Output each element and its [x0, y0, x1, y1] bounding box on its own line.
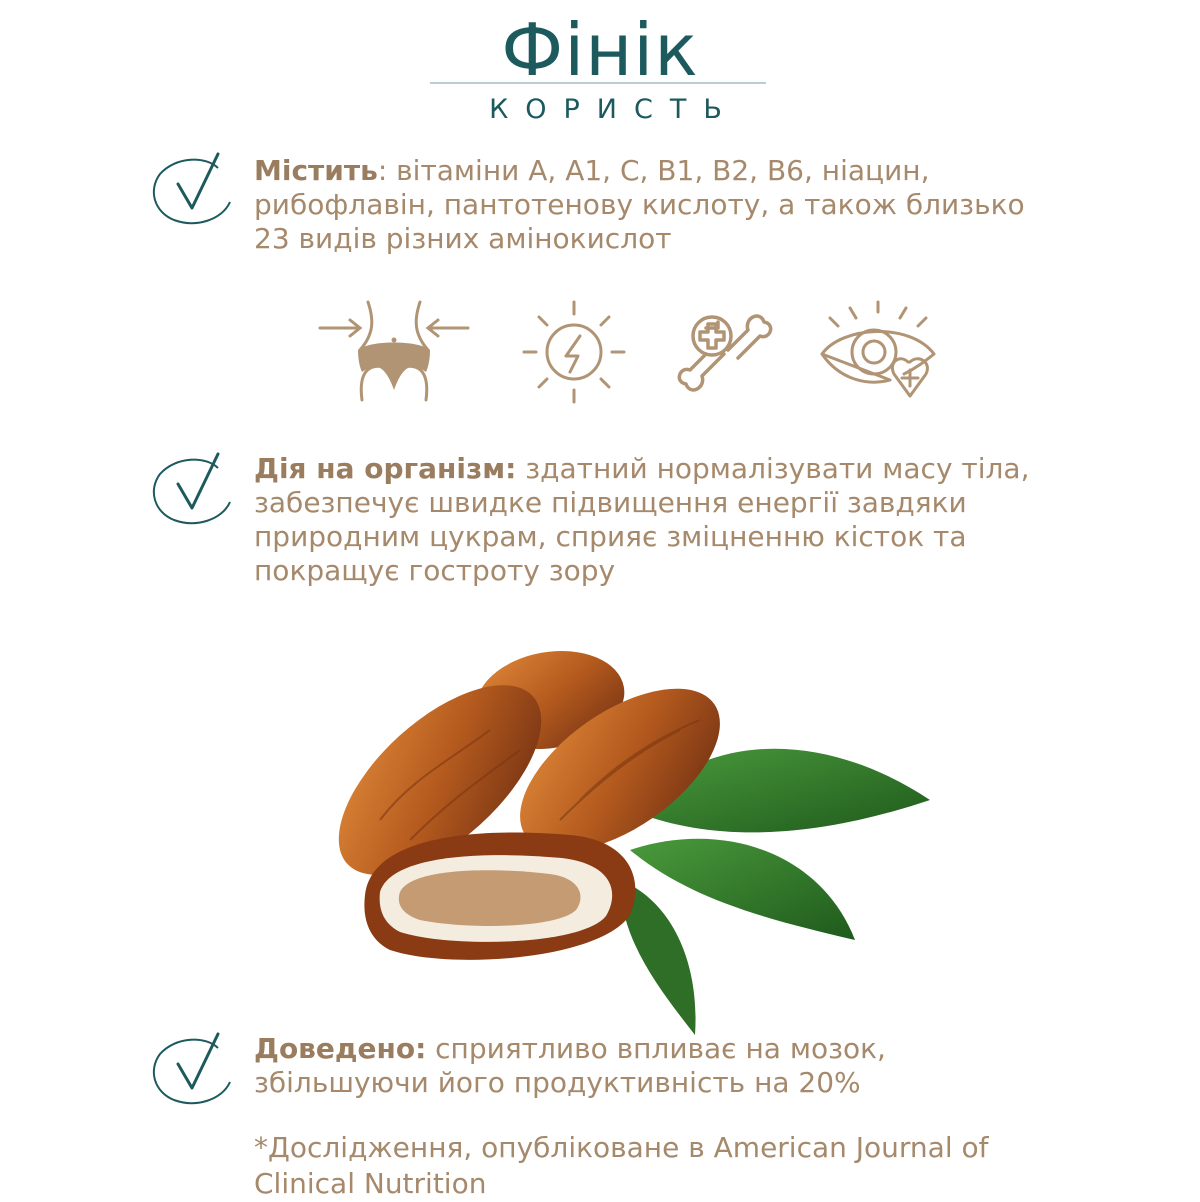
footnote: *Дослідження, опубліковане в American Journal of Clinical Nutrition	[254, 1131, 989, 1200]
page-subtitle: КОРИСТЬ	[489, 94, 739, 125]
checkmark-icon	[148, 450, 238, 530]
checkmark-icon	[148, 1030, 238, 1110]
section-label: Дія на організм:	[254, 452, 517, 485]
section-text: здатний нормалізувати масу тіла, забезпечує швидке підвищення енергії завдяки природним цукрам, сприяє зміцненню кісток та покращує гостроту зору	[254, 452, 1030, 587]
eye-heart-icon	[820, 300, 936, 404]
bone-health-icon	[672, 304, 776, 404]
date-pit	[399, 870, 581, 926]
waist-slimming-icon	[318, 300, 470, 406]
dates-photo	[300, 630, 940, 1040]
section-label: Містить	[254, 154, 378, 187]
section-text: : вітаміни А, А1, С, В1, В2, В6, ніацин, рибофлавін, пантотенову кислоту, а також близько 23 видів різних амінокислот	[254, 154, 1025, 255]
section-contains	[254, 154, 1054, 256]
checkmark-icon	[148, 150, 238, 230]
section-text: сприятливо впливає на мозок, збільшуючи його продуктивність на 20%	[254, 1032, 886, 1099]
section-proven	[254, 1032, 954, 1100]
section-effect	[254, 452, 1054, 588]
energy-sun-bolt-icon	[522, 300, 626, 404]
section-label: Доведено:	[254, 1032, 427, 1065]
page-title: Фінік	[501, 8, 699, 92]
title-divider	[430, 82, 766, 84]
